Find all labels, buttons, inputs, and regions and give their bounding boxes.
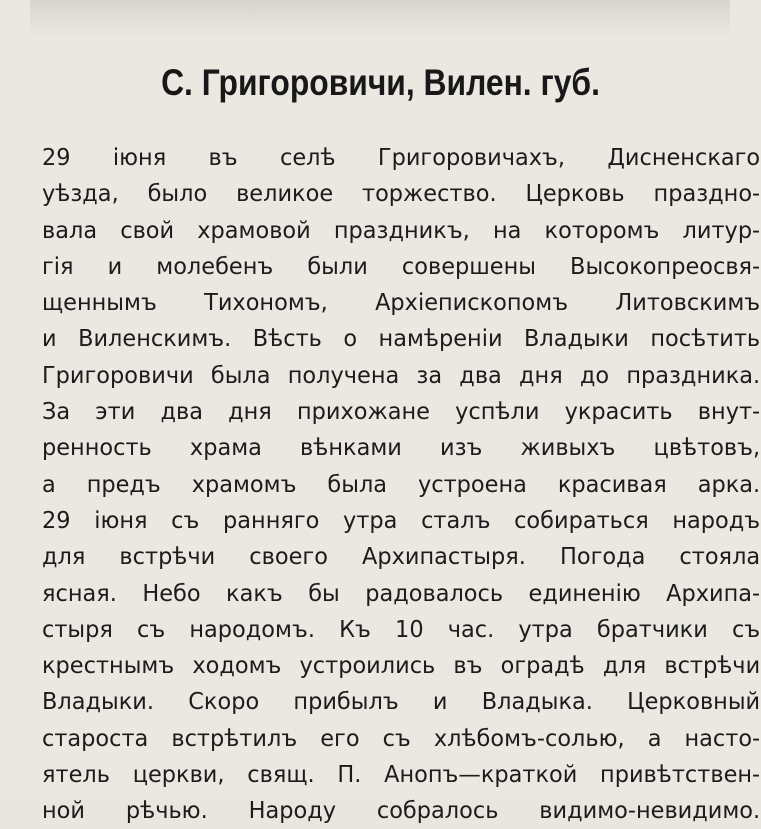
text-line: Григоровичи была получена за два дня до праздника. <box>42 360 761 389</box>
text-line: ясная. Небо какъ бы радовалось единенію Архипа- <box>42 578 761 607</box>
text-line: гія и молебенъ были совершены Высокопреосвя- <box>42 251 761 280</box>
text-line: ятель церкви, свящ. П. Анопъ—краткой привѣтствен- <box>42 760 761 789</box>
text-line: для встрѣчи своего Архипастыря. Погода стояла <box>42 542 761 571</box>
text-line: и Виленскимъ. Вѣсть о намѣреніи Владыки посѣтить <box>42 324 761 353</box>
text-line: стыря съ народомъ. Къ 10 час. утра братчики съ <box>42 614 761 643</box>
text-line: уѣзда, было великое торжество. Церковь праздно- <box>42 179 761 208</box>
text-line: Владыки. Скоро прибылъ и Владыка. Церковный <box>42 687 761 716</box>
bleed-through-shadow <box>30 0 730 40</box>
text-line: щеннымъ Тихономъ, Архіепископомъ Литовскимъ <box>42 288 761 317</box>
text-line: ренность храма вѣнками изъ живыхъ цвѣтовъ, <box>42 433 761 462</box>
text-line: 29 іюня въ селѣ Григоровичахъ, Дисненскаго <box>42 143 761 171</box>
text-line: 29 іюня съ ранняго утра сталъ собираться народъ <box>42 505 761 534</box>
text-line: вала свой храмовой праздникъ, на которомъ литур- <box>42 215 761 244</box>
article-title: С. Григоровичи, Вилен. губ. <box>161 62 600 103</box>
text-line: староста встрѣтилъ его съ хлѣбомъ-солью, а насто- <box>42 723 761 752</box>
text-line: За эти два дня прихожане успѣли украсить внут- <box>42 397 761 426</box>
text-line: ной рѣчью. Народу собралось видимо-невидимо. <box>42 796 761 825</box>
article-body <box>42 139 761 829</box>
text-line: крестнымъ ходомъ устроились въ оградѣ для встрѣчи <box>42 651 761 680</box>
text-line: а предъ храмомъ была устроена красивая арка. <box>42 469 761 498</box>
